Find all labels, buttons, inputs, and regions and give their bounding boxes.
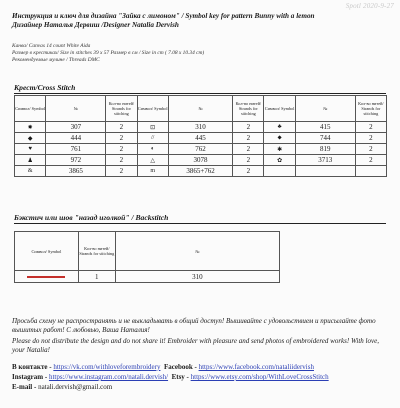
header-strands: Кол-во нитей/ Strands for stitching: [233, 96, 264, 122]
header-number: №: [295, 96, 355, 122]
cross-stitch-divider: [14, 93, 386, 94]
thread-number: 307: [46, 122, 106, 133]
page-title: [12, 12, 384, 30]
header-symbol: Символ/ Symbol: [15, 96, 46, 122]
header-symbol: Символ/ Symbol: [137, 96, 168, 122]
table-row: [15, 144, 387, 155]
meta-size: Размер в крестиках/ Size in stitches 39 x 57 Размер в см / Size in cm ( 7.08 x 10.34 cm): [12, 50, 205, 57]
strand-count: 1: [78, 271, 115, 283]
thread-number: 310: [115, 271, 279, 283]
backstitch-line-sample: [15, 271, 79, 283]
etsy-label: Etsy -: [171, 373, 189, 381]
table-row: [15, 155, 387, 166]
instagram-label: Instagram -: [12, 373, 48, 381]
contact-line-2: [12, 372, 400, 382]
strand-count: 2: [106, 166, 137, 177]
strand-count: 2: [106, 122, 137, 133]
table-row: [15, 271, 280, 283]
instagram-link[interactable]: https://www.instagram.com/natali.dervish/: [48, 373, 169, 381]
meta-canvas: Канва/ Canvas 14 count White Aida: [12, 43, 91, 49]
symbol-cell: △: [137, 155, 168, 166]
header-strands: Кол-во нитей/ Strands for stitching: [106, 96, 137, 122]
etsy-link[interactable]: https://www.etsy.com/shop/WithLoveCrossStitch: [190, 373, 329, 381]
contact-line-1: [12, 362, 400, 372]
thread-number: 310: [168, 122, 232, 133]
email-label: E-mail -: [12, 383, 37, 391]
thread-number: 761: [46, 144, 106, 155]
strand-count: 2: [233, 166, 264, 177]
symbol-cell: [264, 166, 295, 177]
symbol-cell: //: [137, 133, 168, 144]
thread-number: 3865: [46, 166, 106, 177]
strand-count: 2: [106, 133, 137, 144]
symbol-cell: ✿: [264, 155, 295, 166]
strand-count: [355, 166, 386, 177]
header-symbol: Символ/ Symbol: [264, 96, 295, 122]
cross-stitch-heading: Крест/Cross Stitch: [14, 83, 76, 92]
thread-number: [295, 166, 355, 177]
symbol-cell: ✱: [264, 144, 295, 155]
backstitch-heading: Бэкстич или шов "назад иголкой" / Backstitch: [14, 213, 169, 222]
title-line-2: Дизайнер Наталья Дервиш /Designer Natalia Dervish: [12, 21, 179, 29]
contact-line-3: [12, 382, 400, 392]
watermark: Spotl 2020-9-27: [345, 2, 394, 10]
header-symbol: Символ/ Symbol: [15, 232, 79, 271]
strand-count: 2: [355, 155, 386, 166]
table-header-row: [15, 232, 280, 271]
red-line-swatch: [27, 276, 65, 278]
thread-number: 744: [295, 133, 355, 144]
symbol-cell: &: [15, 166, 46, 177]
header-number: №: [46, 96, 106, 122]
facebook-link[interactable]: https://www.facebook.com/nataliidervish: [198, 363, 314, 371]
strand-count: 2: [233, 155, 264, 166]
backstitch-divider: [14, 223, 386, 224]
thread-number: 415: [295, 122, 355, 133]
meta-threads: Рекомендуемые мулине / Threads DMC: [12, 57, 100, 64]
cross-stitch-key-table: [14, 95, 387, 177]
thread-number: 445: [168, 133, 232, 144]
email-address[interactable]: natali.dervish@gmail.com: [38, 383, 113, 391]
pattern-meta: [12, 43, 204, 65]
symbol-cell: ♟: [15, 155, 46, 166]
vk-link[interactable]: https://vk.com/withloveforembroidery: [53, 363, 161, 371]
strand-count: 2: [233, 122, 264, 133]
symbol-cell: ◆: [15, 133, 46, 144]
backstitch-key-table: [14, 231, 280, 283]
header-strands: Кол-во нитей/ Strands for stitching: [78, 232, 115, 271]
table-row: [15, 166, 387, 177]
symbol-cell: ♣: [264, 122, 295, 133]
table-row: [15, 122, 387, 133]
symbol-cell: m: [137, 166, 168, 177]
table-header-row: [15, 96, 387, 122]
table-row: [15, 133, 387, 144]
strand-count: 2: [233, 133, 264, 144]
contacts: [12, 362, 400, 392]
symbol-cell: ⊡: [137, 122, 168, 133]
header-number: №: [115, 232, 279, 271]
symbol-cell: ♥: [15, 144, 46, 155]
strand-count: 2: [233, 144, 264, 155]
symbol-cell: ◐: [137, 144, 168, 155]
thread-number: 762: [168, 144, 232, 155]
thread-number: 3713: [295, 155, 355, 166]
note-english: Please do not distribute the design and do not share it! Embroider with pleasure and send photos of embroidered works! With love, your Natalia!: [12, 337, 379, 354]
thread-number: 972: [46, 155, 106, 166]
vk-label: В контакте -: [12, 363, 52, 371]
symbol-cell: ✸: [15, 122, 46, 133]
title-line-1: Инструкция и ключ для дизайна "Зайка с лимоном" / Symbol key for pattern Bunny with a lemon: [12, 12, 315, 20]
strand-count: 2: [355, 144, 386, 155]
thread-number: 3865+762: [168, 166, 232, 177]
note-russian: Просьба схему не распространять и не выкладывать в общий доступ! Вышивайте с удовольствием и присылайте фото вышитых работ! С любовью, Ваша Наталия!: [12, 317, 376, 334]
strand-count: 2: [355, 133, 386, 144]
thread-number: 819: [295, 144, 355, 155]
thread-number: 444: [46, 133, 106, 144]
header-strands: Кол-во нитей/ Strands for stitching: [355, 96, 386, 122]
header-number: №: [168, 96, 232, 122]
strand-count: 2: [106, 144, 137, 155]
strand-count: 2: [106, 155, 137, 166]
strand-count: 2: [355, 122, 386, 133]
symbol-cell: ⬥: [264, 133, 295, 144]
facebook-label: Facebook -: [163, 363, 197, 371]
thread-number: 3078: [168, 155, 232, 166]
